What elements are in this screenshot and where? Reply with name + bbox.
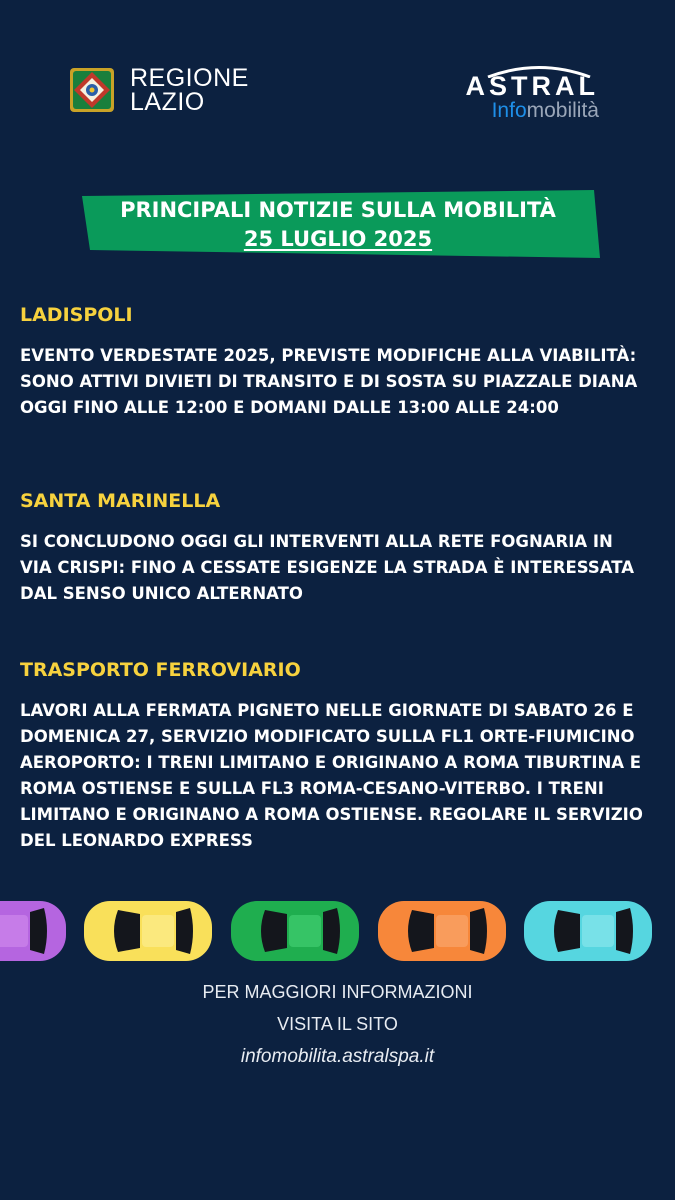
headline-banner — [76, 188, 600, 266]
section-body: EVENTO VERDESTATE 2025, PREVISTE MODIFICHE ALLA VIABILITÀ: SONO ATTIVI DIVIETI DI TRANSITO E DI SOSTA SU PIAZZALE DIANA OGGI FINO ALLE 12:00 E DOMANI DALLE 13:00 ALLE 24:00 — [20, 346, 638, 417]
astral-name: ASTRAL — [466, 72, 600, 100]
regione-lazio-crest-icon — [66, 64, 118, 116]
news-section-ladispoli — [20, 303, 650, 421]
section-title: TRASPORTO FERROVIARIO — [20, 659, 301, 681]
banner-date: 25 LUGLIO 2025 — [243, 227, 433, 251]
banner-title: PRINCIPALI NOTIZIE SULLA MOBILITÀ — [120, 198, 556, 222]
cars-illustration — [0, 898, 675, 968]
section-body: SI CONCLUDONO OGGI GLI INTERVENTI ALLA RETE FOGNARIA IN VIA CRISPI: FINO A CESSATE ESIGENZE LA STRADA È INTERESSATA DAL SENSO UNICO ALTERNATO — [20, 532, 634, 603]
news-section-trasporto-ferroviario — [20, 658, 650, 854]
section-title: SANTA MARINELLA — [20, 490, 221, 512]
car-green-icon — [231, 901, 359, 961]
astral-mobilita-text: mobilità — [526, 99, 599, 122]
astral-info-text: Info — [491, 99, 527, 122]
car-yellow-icon — [84, 901, 212, 961]
section-body: LAVORI ALLA FERMATA PIGNETO NELLE GIORNATE DI SABATO 26 E DOMENICA 27, SERVIZIO MODIFICATO SULLA FL1 ORTE-FIUMICINO AEROPORTO: I TRENI LIMITANO E ORIGINANO A ROMA TIBURTINA E ROMA OSTIENSE E SULLA FL3 ROMA-CESANO-VITERBO. I TRENI LIMITANO E ORIGINANO A ROMA OSTIENSE. REGOLARE IL SERVIZIO DEL LEONARDO EXPRESS — [20, 701, 643, 850]
car-orange-icon — [378, 901, 506, 961]
region-name-line1: REGIONE — [130, 64, 249, 92]
news-section-santa-marinella — [20, 489, 650, 607]
footer-website-link[interactable]: infomobilita.astralspa.it — [240, 1046, 435, 1067]
section-title: LADISPOLI — [20, 304, 133, 326]
car-purple-icon — [0, 901, 66, 961]
region-name-line2: LAZIO — [130, 88, 205, 116]
astral-arc-icon — [484, 64, 594, 78]
regione-lazio-logo — [66, 64, 249, 116]
car-cyan-icon — [524, 901, 652, 961]
astral-infomobilita-logo — [466, 72, 600, 122]
footer-more-info: PER MAGGIORI INFORMAZIONI — [202, 982, 473, 1002]
footer-visit-site: VISITA IL SITO — [277, 1014, 398, 1034]
